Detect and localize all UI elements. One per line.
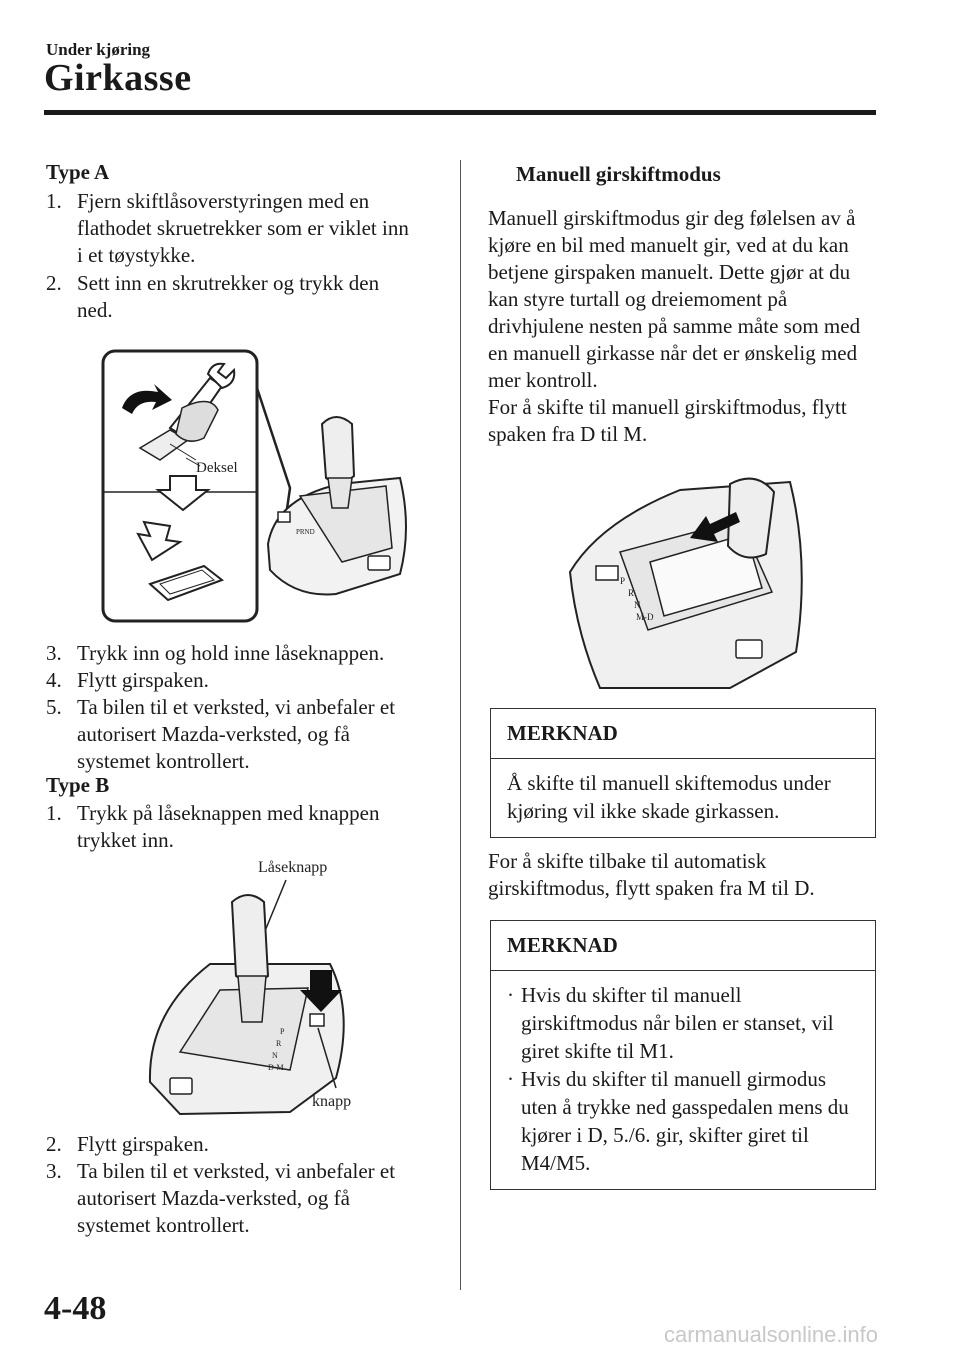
page-number: 4-48: [44, 1290, 107, 1327]
chapter-title: Girkasse: [44, 57, 192, 99]
svg-text:P: P: [620, 576, 626, 586]
note-2-title: MERKNAD: [491, 921, 875, 971]
figure-type-b: [140, 852, 370, 1128]
svg-text:R: R: [628, 588, 635, 598]
svg-text:PRND: PRND: [296, 528, 315, 536]
step-a1: 1. Fjern skiftlåsoverstyringen med en flathodet skruetrekker som er viklet inn i et tøystykke.: [46, 189, 409, 267]
note-2-bullet: · Hvis du skifter til manuell girmodus uten å trykke ned gasspedalen mens du kjører i D, 5./6. gir, skifter giret til M4/M5.: [507, 1067, 849, 1175]
svg-text:R: R: [276, 1039, 282, 1048]
figure-type-a: [100, 348, 420, 628]
manual-mode-intro: Manuell girskiftmodus gir deg følelsen av å kjøre en bil med manuelt gir, ved at du kan betjene girspaken manuelt. Dette gjør at du kan styre turtall og dreiemoment på drivhjulene nesten på samme måte som med en manuell girkasse når det er ønskelig med mer kontroll.: [488, 206, 861, 392]
column-divider: [460, 160, 461, 1290]
svg-text:N: N: [272, 1051, 278, 1060]
note-1-text: Å skifte til manuell skiftemodus under kjøring vil ikke skade girkassen.: [507, 771, 831, 823]
type-b-heading: Type B: [46, 773, 110, 797]
label-laseknapp: Låseknapp: [258, 859, 328, 876]
svg-text:P: P: [280, 1027, 285, 1036]
svg-text:D-M: D-M: [268, 1063, 284, 1072]
section-title: Under kjøring: [46, 40, 151, 59]
note-1: [490, 708, 876, 838]
step-b1: 1. Trykk på låseknappen med knappen trykket inn.: [46, 801, 380, 852]
note-2-body: [491, 971, 875, 1189]
shift-knob: [232, 895, 268, 982]
step-b2: 2. Flytt girspaken.: [46, 1132, 209, 1156]
note-2: [490, 920, 876, 1190]
label-knapp: knapp: [312, 1093, 352, 1110]
note-1-title: MERKNAD: [491, 709, 875, 759]
step-b3: 3. Ta bilen til et verksted, vi anbefaler et autorisert Mazda-verksted, og få systemet kontrollert.: [46, 1159, 396, 1237]
lock-button: [310, 1014, 324, 1026]
svg-text:M-D: M-D: [636, 612, 654, 622]
manual-mode-instruction: For å skifte til manuell girskiftmodus, flytt spaken fra D til M.: [488, 395, 847, 446]
back-to-auto-text: For å skifte tilbake til automatisk girskiftmodus, flytt spaken fra M til D.: [488, 849, 815, 900]
shift-knob: [322, 417, 354, 483]
type-a-heading: Type A: [46, 160, 110, 184]
figure-manual-mode: [560, 462, 820, 698]
step-a4: 4. Flytt girspaken.: [46, 668, 209, 692]
label-deksel: Deksel: [196, 460, 238, 476]
header-rule: [44, 110, 876, 115]
step-a5: 5. Ta bilen til et verksted, vi anbefaler et autorisert Mazda-verksted, og få systemet kontrollert.: [46, 695, 396, 773]
watermark: carmanualsonline.info: [663, 1322, 878, 1347]
manual-mode-heading: Manuell girskiftmodus: [516, 162, 721, 186]
step-a3: 3. Trykk inn og hold inne låseknappen.: [46, 641, 385, 665]
step-a2: 2. Sett inn en skrutrekker og trykk den ned.: [46, 271, 380, 322]
svg-text:N: N: [634, 600, 641, 610]
note-2-bullet: · Hvis du skifter til manuell girskiftmodus når bilen er stanset, vil giret skifte til M1.: [507, 983, 834, 1063]
